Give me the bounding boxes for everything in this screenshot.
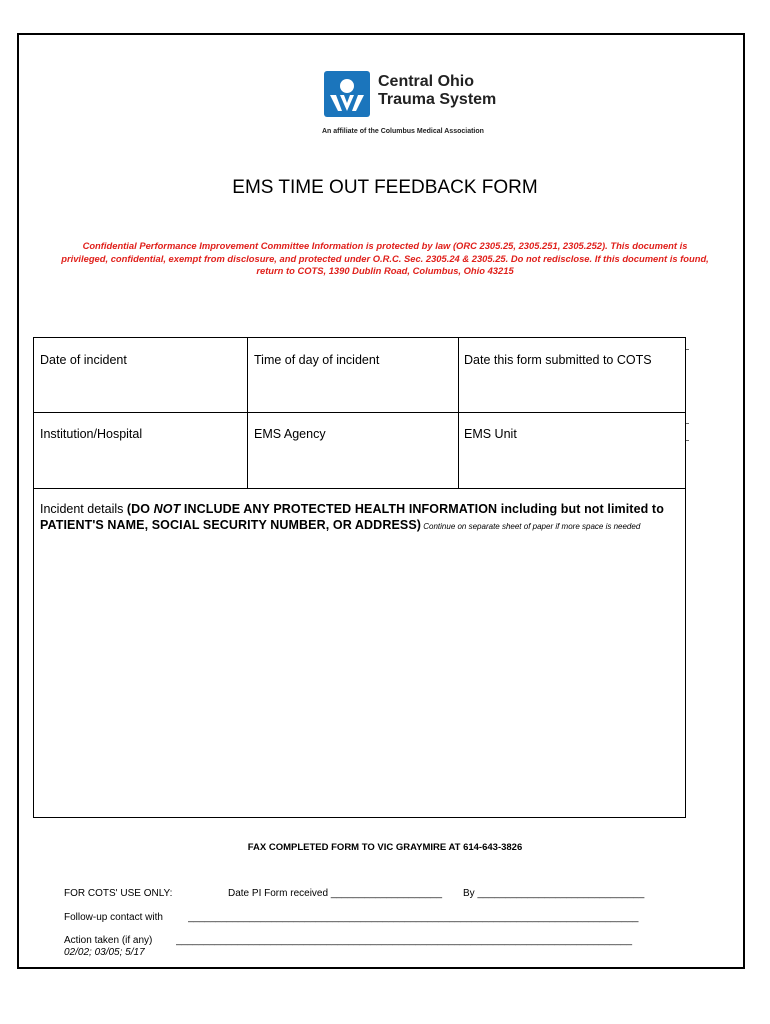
- details-warning-line2: PATIENT'S NAME, SOCIAL SECURITY NUMBER, OR ADDRESS): [40, 518, 422, 532]
- incident-details-field[interactable]: [40, 501, 680, 535]
- margin-tick: [686, 349, 689, 350]
- action-taken-line[interactable]: __________________________________________________________________________________: [176, 935, 633, 946]
- ems-agency-label: EMS Agency: [254, 427, 326, 441]
- time-of-day-field[interactable]: [254, 353, 454, 408]
- date-submitted-label: Date this form submitted to COTS: [464, 353, 652, 367]
- logo-name-line2: Trauma System: [378, 91, 497, 108]
- margin-tick: [686, 440, 689, 441]
- date-of-incident-field[interactable]: [40, 353, 240, 408]
- margin-tick: [686, 423, 689, 424]
- details-warning-rest: INCLUDE ANY PROTECTED HEALTH INFORMATION including but not limited to: [180, 502, 664, 516]
- followup-contact-line[interactable]: _________________________________________________________________________________: [188, 912, 639, 923]
- incident-form-table: [33, 337, 686, 818]
- column-divider: [247, 338, 248, 488]
- page-title: EMS TIME OUT FEEDBACK FORM: [232, 177, 538, 198]
- date-submitted-field[interactable]: [464, 353, 679, 408]
- fax-instructions: FAX COMPLETED FORM TO VIC GRAYMIRE AT 614-643-3826: [247, 842, 523, 853]
- confidentiality-line-1: Confidential Performance Improvement Committee Information is protected by law (ORC 2305.25, 2305.251, 2305.252). This document is: [82, 240, 688, 251]
- by-field[interactable]: By ______________________________: [463, 888, 645, 899]
- time-of-day-label: Time of day of incident: [254, 353, 380, 367]
- incident-details-label: Incident details: [40, 502, 127, 516]
- cots-logo-icon: [324, 71, 370, 117]
- row-divider: [34, 488, 685, 489]
- confidentiality-line-3: return to COTS, 1390 Dublin Road, Columbus, Ohio 43215: [256, 265, 514, 276]
- ems-unit-field[interactable]: [464, 427, 679, 482]
- institution-label: Institution/Hospital: [40, 427, 143, 441]
- date-of-incident-label: Date of incident: [40, 353, 127, 367]
- date-pi-received-field[interactable]: Date PI Form received ____________________: [228, 888, 443, 899]
- ems-agency-field[interactable]: [254, 427, 454, 482]
- logo-name-line1: Central Ohio: [378, 73, 475, 90]
- ems-unit-label: EMS Unit: [464, 427, 517, 441]
- action-taken-label: Action taken (if any): [64, 935, 153, 946]
- cots-logo: [322, 71, 522, 137]
- logo-tagline: An affiliate of the Columbus Medical Association: [322, 128, 484, 135]
- followup-contact-label: Follow-up contact with: [64, 912, 163, 923]
- details-warning-not: NOT: [153, 502, 181, 516]
- column-divider: [458, 338, 459, 488]
- confidentiality-notice: [30, 240, 740, 278]
- row-divider: [34, 412, 685, 413]
- institution-field[interactable]: [40, 427, 240, 482]
- confidentiality-line-2: privileged, confidential, exempt from disclosure, and protected under O.R.C. Sec. 2305.24 & 2305.25. Do not redisclose. If this document is found,: [61, 252, 709, 264]
- details-warning-open: (DO: [126, 502, 154, 516]
- cots-use-only-label: FOR COTS' USE ONLY:: [64, 888, 173, 899]
- revision-dates: 02/02; 03/05; 5/17: [64, 947, 145, 958]
- details-continue-note: Continue on separate sheet of paper if more space is needed: [421, 522, 641, 531]
